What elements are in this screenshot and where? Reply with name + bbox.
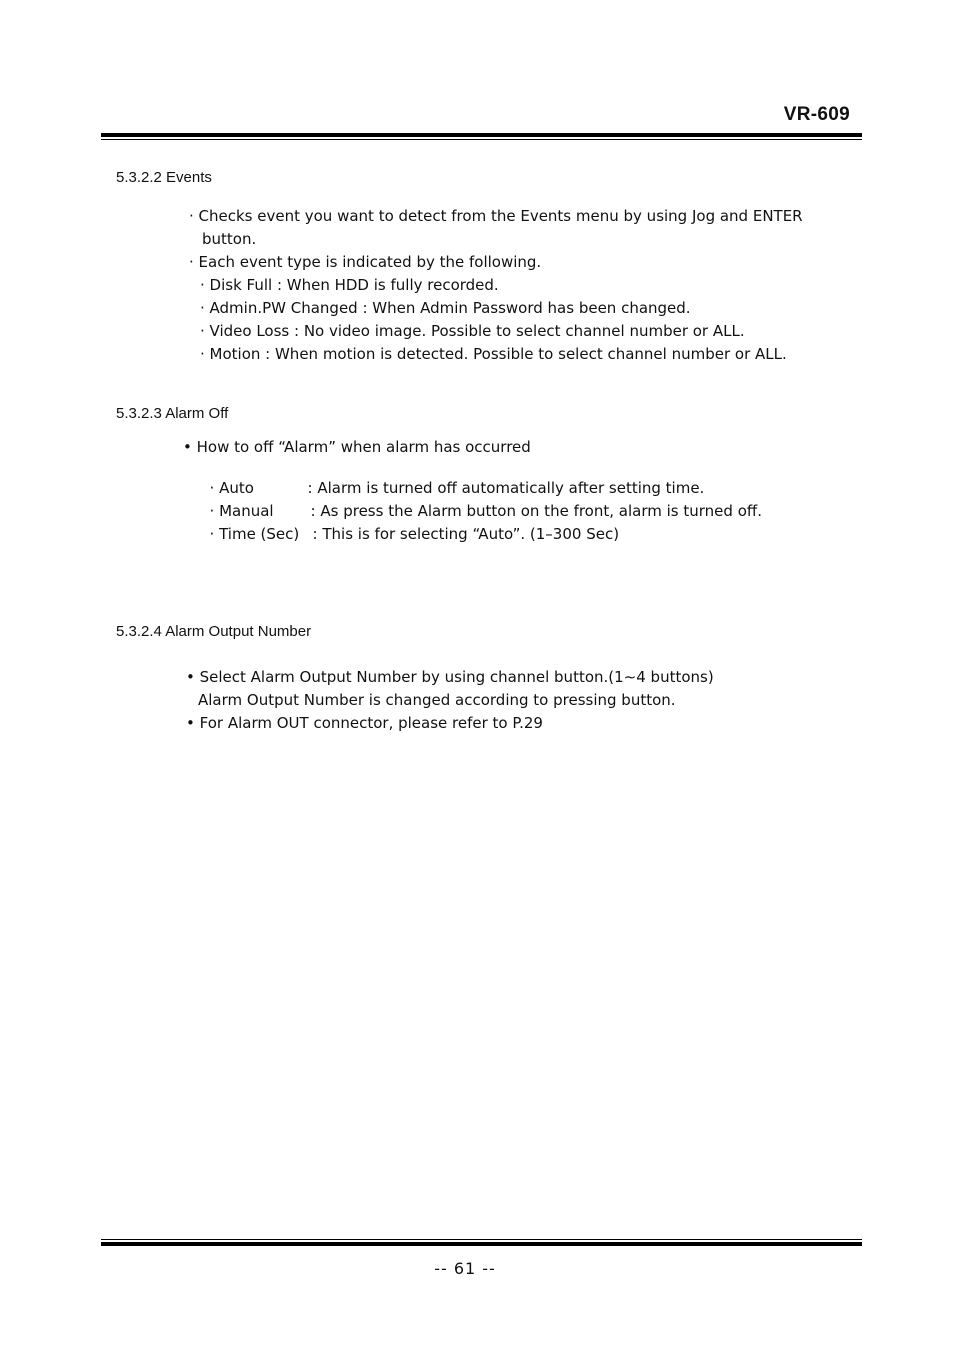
alarm-off-intro: • How to off “Alarm” when alarm has occurred [183,438,531,456]
alarm-output-line-1: • Select Alarm Output Number by using channel button.(1∼4 buttons) [186,668,714,686]
footer-rule [101,1239,862,1246]
events-item-motion: · Motion : When motion is detected. Possible to select channel number or ALL. [200,345,787,363]
events-line-1-cont: button. [202,230,257,248]
events-item-disk-full: · Disk Full : When HDD is fully recorded. [200,276,499,294]
events-item-video-loss: · Video Loss : No video image. Possible to select channel number or ALL. [200,322,745,340]
alarm-off-item-label: · Auto [209,479,254,497]
events-line-2: · Each event type is indicated by the following. [189,253,542,271]
alarm-off-item-text: : Alarm is turned off automatically after setting time. [307,479,705,497]
alarm-output-line-2: • For Alarm OUT connector, please refer to P.29 [186,714,543,732]
alarm-output-line-1-cont: Alarm Output Number is changed according to pressing button. [198,691,676,709]
section-heading-events: 5.3.2.2 Events [116,169,212,186]
events-item-admin-pw: · Admin.PW Changed : When Admin Password has been changed. [200,299,691,317]
alarm-off-item-text: : As press the Alarm button on the front, alarm is turned off. [310,502,762,520]
page-number: -- 61 -- [434,1259,496,1278]
model-name: VR-609 [783,104,850,125]
section-heading-alarm-output: 5.3.2.4 Alarm Output Number [116,623,312,640]
section-heading-alarm-off: 5.3.2.3 Alarm Off [116,405,229,422]
alarm-off-item-time [200,507,619,543]
alarm-off-item-label: · Time (Sec) [209,525,300,543]
events-line-1: · Checks event you want to detect from the Events menu by using Jog and ENTER [189,207,803,225]
alarm-off-item-text: : This is for selecting “Auto”. (1–300 Sec) [312,525,620,543]
alarm-off-item-label: · Manual [209,502,274,520]
header-rule [101,133,862,140]
